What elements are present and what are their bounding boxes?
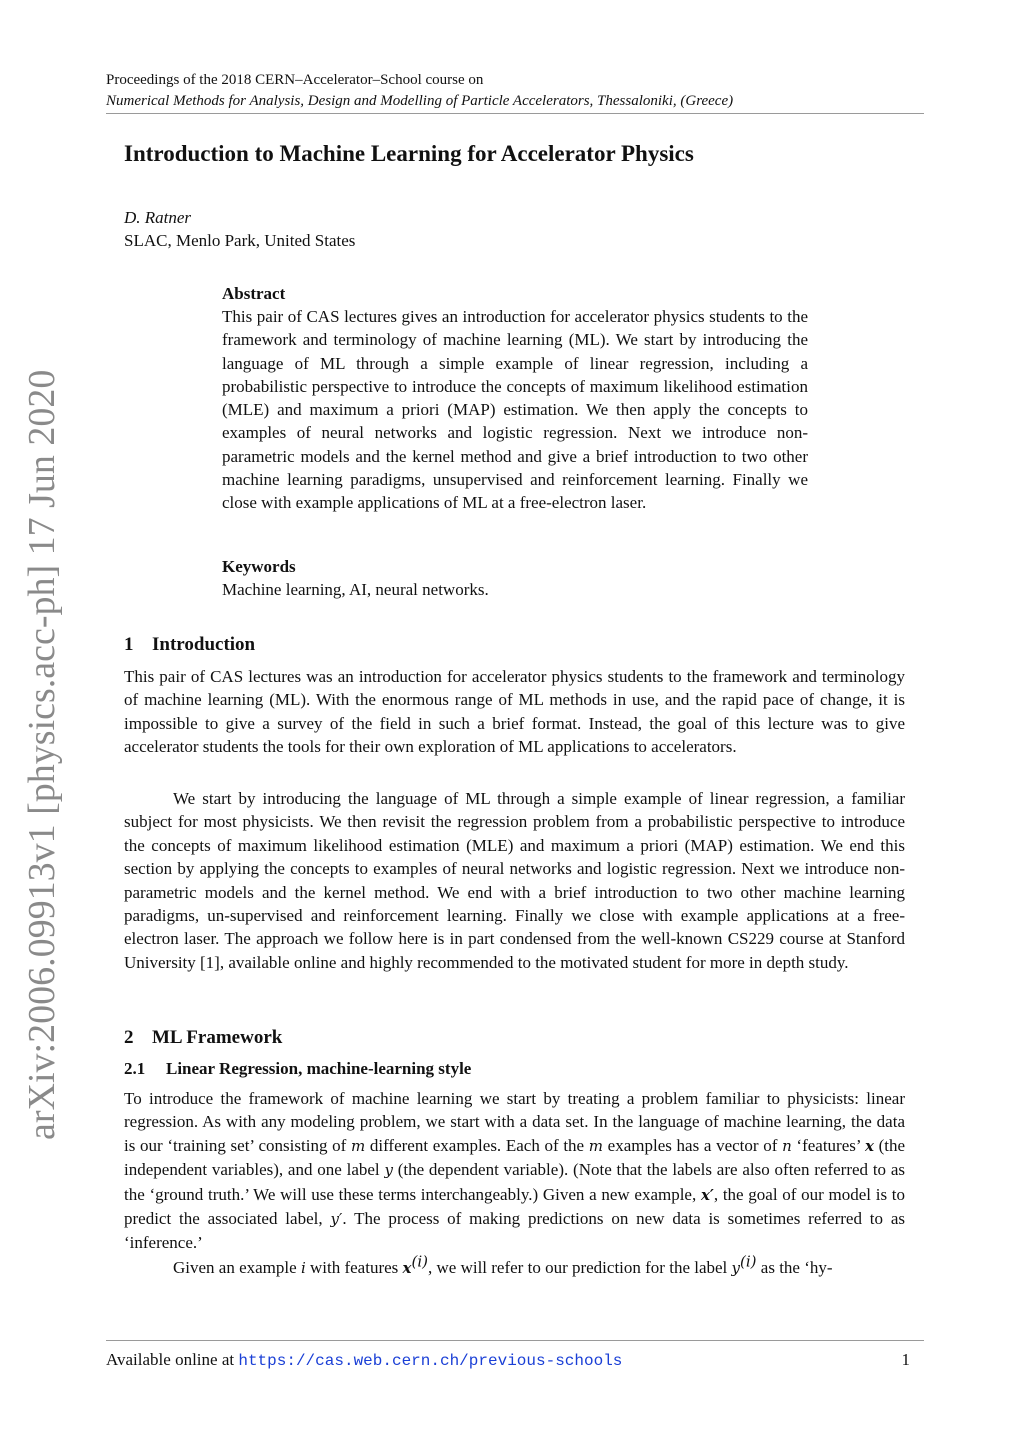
text-run: Given an example <box>173 1258 301 1277</box>
author-name: D. Ratner <box>124 208 192 227</box>
intro-paragraph-1: This pair of CAS lectures was an introduction for accelerator physics students to the framework and terminology of machine learning (ML). With the enormous range of ML methods in use, and the rapid pace of change, it is impossible to give a survey of the field in such a brief format. Instead, the goal of this lecture was to give accelerator students the tools for their own exploration of ML applications to accelerators. <box>124 667 905 757</box>
subsection-number: 2.1 <box>124 1059 146 1078</box>
linear-regression-paragraph-1 <box>124 1087 905 1255</box>
footer-url-link[interactable]: https://cas.web.cern.ch/previous-schools <box>238 1352 623 1370</box>
math-symbol-x-vector: x <box>402 1259 412 1277</box>
math-symbol-i: i <box>300 1259 306 1277</box>
math-symbol-m: m <box>350 1136 366 1155</box>
math-symbol-x-prime: x′ <box>700 1185 714 1204</box>
math-superscript-i: (i) <box>740 1252 757 1271</box>
abstract-block <box>222 282 808 515</box>
running-head <box>106 70 924 112</box>
footer-rule <box>106 1340 924 1341</box>
text-run: (the independent variables), and one label <box>124 1135 906 1180</box>
subsection-heading-linear-regression <box>124 1058 904 1080</box>
math-superscript-i: (i) <box>411 1252 428 1271</box>
page-number: 1 <box>901 1350 910 1369</box>
arxiv-identifier-stamp: arXiv:2006.09913v1 [physics.acc-ph] 17 Jun 2020 <box>21 369 63 1140</box>
math-symbol-m: m <box>588 1136 604 1155</box>
math-symbol-y: y <box>384 1161 393 1180</box>
text-run: as the ‘hy- <box>756 1258 833 1277</box>
text-run: . The process of making predictions on new data is sometimes referred to as ‘inference.’ <box>124 1209 905 1253</box>
math-symbol-y-prime: y′ <box>330 1210 343 1229</box>
text-run: , the goal of our model is to predict the associated label, <box>124 1184 906 1229</box>
section-title: Introduction <box>152 634 256 655</box>
linear-regression-paragraph-2 <box>124 1252 905 1280</box>
keywords-block <box>222 555 808 601</box>
math-symbol-n: n <box>782 1136 792 1155</box>
running-head-line-2: Numerical Methods for Analysis, Design and Modelling of Particle Accelerators, Thessaloniki, (Greece) <box>106 93 734 109</box>
text-run: , we will refer to our prediction for the label <box>428 1258 732 1277</box>
text-run: ‘features’ <box>791 1135 865 1155</box>
running-head-line-1: Proceedings of the 2018 CERN–Accelerator–School course on <box>106 72 484 88</box>
page-footer <box>106 1349 924 1372</box>
subsection-title: Linear Regression, machine-learning style <box>166 1059 472 1078</box>
section-heading-introduction <box>124 633 904 657</box>
abstract-text: This pair of CAS lectures gives an introduction for accelerator physics students to the framework and terminology of machine learning (ML). We start by introducing the language of ML through a simple example of linear regression, including a probabilistic perspective to introduce the concepts of maximum likelihood estimation (MLE) and maximum a priori (MAP) estimation. We then apply the concepts to examples of neural networks and logistic regression. Next we introduce non-parametric models and the kernel method and give a brief introduction to two other machine learning paradigms, unsupervised and reinforcement learning. Finally we close with example applications of ML at a free-electron laser. <box>222 307 808 513</box>
section-number: 1 <box>124 634 134 655</box>
text-run: examples has a vector of <box>603 1135 783 1155</box>
section-title: ML Framework <box>152 1027 283 1048</box>
text-run: To introduce the framework of machine learning we start by treating a problem familiar to physicists: linear regression. As with any modeling problem, we start with a data set. In the language of machine learning, the data is our ‘training set’ consisting of <box>124 1089 905 1155</box>
keywords-heading: Keywords <box>222 557 296 576</box>
math-symbol-x-vector: x <box>864 1136 874 1155</box>
keywords-text: Machine learning, AI, neural networks. <box>222 580 489 599</box>
abstract-heading: Abstract <box>222 284 286 303</box>
text-run: (the dependent variable). (Note that the labels are also often referred to as the ‘ground truth.’ We will use these terms interchangeably.) Given a new example, <box>124 1160 905 1204</box>
text-run: with features <box>305 1258 403 1277</box>
intro-paragraph-2: We start by introducing the language of ML through a simple example of linear regression, a familiar subject for most physicists. We then revisit the regression problem from a probabilistic perspective to introduce the concepts of maximum likelihood estimation (MLE) and maximum a priori (MAP) estimation. We end this section by applying the concepts to examples of neural networks and logistic regression. Next we introduce non-parametric models and the kernel method. We end with a brief introduction to two other machine learning paradigms, un-supervised and reinforcement learning. Finally we close with example applications at a free-electron laser. The approach we follow here is in part condensed from the well-known CS229 course at Stanford University [1], available online and highly recommended to the motivated student for more in depth study. <box>124 789 905 972</box>
section-heading-ml-framework <box>124 1026 904 1050</box>
math-symbol-y: y <box>731 1259 741 1277</box>
paper-title: Introduction to Machine Learning for Accelerator Physics <box>124 141 694 166</box>
section-number: 2 <box>124 1027 134 1048</box>
author-affiliation: SLAC, Menlo Park, United States <box>124 231 356 250</box>
header-rule <box>106 113 924 114</box>
footer-prefix: Available online at <box>106 1350 239 1369</box>
text-run: different examples. Each of the <box>365 1135 589 1155</box>
